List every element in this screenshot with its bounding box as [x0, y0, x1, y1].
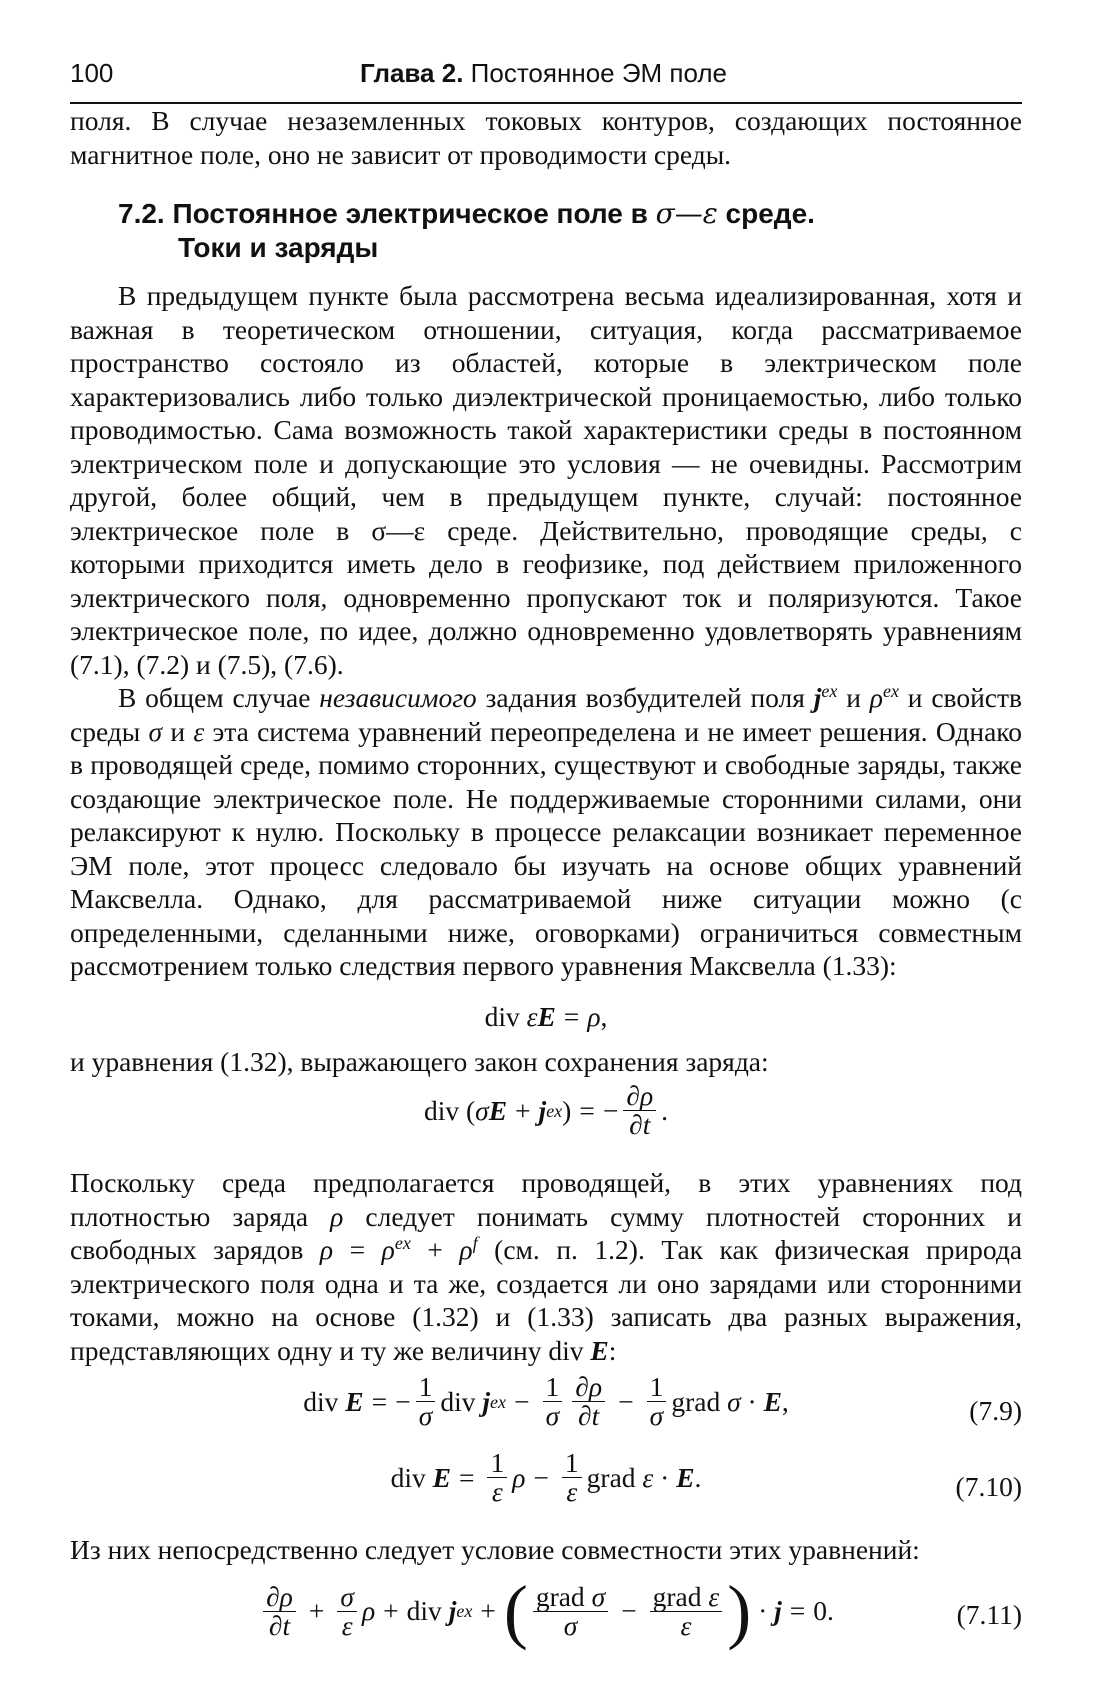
equation-number-7-10: (7.10)	[955, 1471, 1022, 1502]
running-header	[70, 58, 1022, 104]
section-heading: 7.2. Постоянное электрическое поле в σ—ε среде. Токи и заряды	[118, 197, 815, 263]
paragraph-1: В предыдущем пункте была рассмотрена весьма идеализированная, хотя и важная в теоретическом отношении, ситуация, когда рассматриваемое пространство состояло из областей, которые в электрическом поле характеризовались либо только диэлектрической проницаемостью, либо только проводимостью. Сама возможность такой характеристики среды в постоянном электрическом поле и допускающие это условия — не очевидны. Рассмотрим другой, более общий, чем в предыдущем пункте, случай: постоянное электрическое поле в σ—ε среде. Действительно, проводящие среды, с которыми приходится иметь дело в геофизике, под действием приложенного электрического поля, одновременно пропускают ток и поляризуются. Такое электрическое поле, по идее, должно одновременно удовлетворять уравнениям (7.1), (7.2) и (7.5), (7.6).	[70, 280, 1022, 680]
intro-paragraph: поля. В случае незаземленных токовых контуров, создающих постоянное магнитное поле, оно не зависит от проводимости среды.	[70, 105, 1022, 170]
equation-number-7-9: (7.9)	[969, 1395, 1022, 1426]
paragraph-3: и уравнения (1.32), выражающего закон сохранения заряда:	[70, 1045, 769, 1077]
paragraph-5: Из них непосредственно следует условие совместности этих уравнений:	[70, 1534, 920, 1565]
paragraph-2: В общем случае независимого задания возбудителей поля $j^{ex}$ и $\rho^{ex}$ и свойств среды σ и ε эта система уравнений переопределена и не имеет решения. Однако в проводящей среде, помимо сторонних, существуют и свободные заряды, также создающие электрическое поле. Не поддерживаемые сторонними силами, они релаксируют к нулю. Поскольку в процессе релаксации возникает переменное ЭМ поле, этот процесс следовало бы изучать на основе общих уравнений Максвелла. Однако, для рассматриваемой ниже ситуации можно (с определенными, сделанными ниже, оговорками) ограничиться совместным рассмотрением только следствия первого уравнения Максвелла (1.33):	[70, 680, 1023, 981]
page	[70, 58, 1022, 1657]
equation-charge-conservation: div ( σ E + j ex ) = − $\frac{\partial\rho}{\partial t}$ .	[423, 1080, 669, 1140]
equation-7-9: div E = − $\frac{1}{\sigma}$ div j ex − $\frac{1}{\sigma}$ $\frac{\partial\rho}{\partial t}$ − $\frac{1}{\sigma}$ grad σ · E , (7.9)	[70, 1373, 1022, 1449]
equation-div-eps-E: div ε E = ρ ,	[484, 1000, 608, 1032]
chapter-title: Глава 2. Постоянное ЭМ поле	[360, 58, 728, 88]
paragraph-4: Поскольку среда предполагается проводящей, в этих уравнениях под плотностью заряда ρ следует понимать сумму плотностей сторонних и свободных зарядов $\rho = \rho^{ex} + \rho^f$ (см. п. 1.2). Так как физическая природа электрического поля одна и та же, создается ли оно зарядами или сторонними токами, можно на основе (1.32) и (1.33) записать два разных выражения, представляющих одну и ту же величину div E:	[70, 1167, 1023, 1366]
equation-7-11: $\frac{\partial\rho}{\partial t}$ + $\frac{\sigma}{\varepsilon}$ ρ + div j ex + ( $\frac{\text{grad σ}}{\sigma}$ − $\frac{\text{grad ε}}{\varepsilon}$ ) · j = 0. (7.11)	[70, 1573, 1022, 1657]
page-number: 100	[70, 58, 114, 88]
equation-number-7-11: (7.11)	[956, 1598, 1022, 1630]
equation-7-10: div E = $\frac{1}{\varepsilon}$ ρ − $\frac{1}{\varepsilon}$ grad ε · E . (7.10)	[70, 1449, 1022, 1525]
